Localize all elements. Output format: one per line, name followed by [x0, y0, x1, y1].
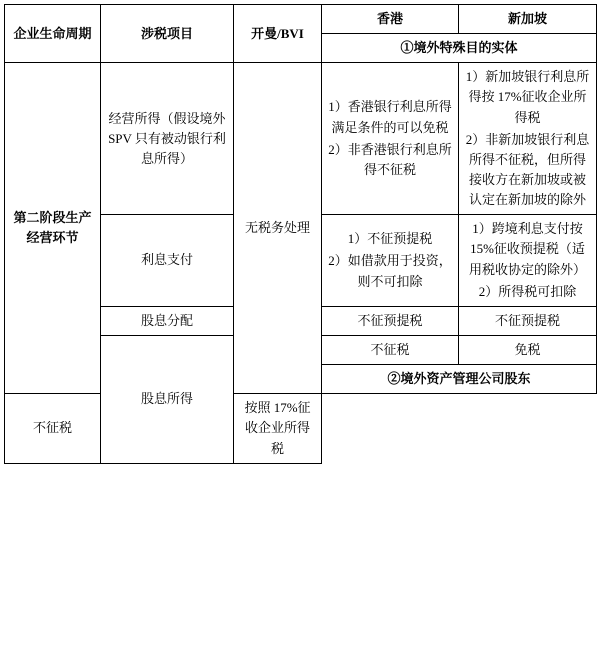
sg-interest-payment	[459, 215, 597, 307]
item-interest-payment: 利息支付	[101, 215, 234, 307]
hk-operating-income-line-1: 1）香港银行利息所得满足条件的可以免税	[328, 99, 452, 135]
item-dividend-income: 股息所得	[101, 335, 234, 463]
sg-dividend-income: 按照 17%征收企业所得税	[234, 394, 322, 463]
section-title-offshore-asset-mgmt: ②境外资产管理公司股东	[322, 365, 597, 394]
header-item: 涉税项目	[101, 5, 234, 63]
sg-interest-payment-line-2: 2）所得税可扣除	[478, 283, 577, 299]
stage-label-cell: 第二阶段生产经营环节	[5, 63, 101, 394]
hk-interest-payment-line-2: 2）如借款用于投资，则不可扣除	[328, 253, 452, 289]
table-row	[5, 394, 597, 463]
item-operating-income: 经营所得（假设境外 SPV 只有被动银行利息所得）	[101, 63, 234, 215]
hk-interest-payment-line-1: 1）不征预提税	[347, 231, 433, 247]
hk-operating-income-line-2: 2）非香港银行利息所得不征税	[328, 141, 452, 177]
sg-dividend-distribution: 不征预提税	[459, 306, 597, 335]
header-cayman: 开曼/BVI	[234, 5, 322, 63]
hk-interest-payment	[322, 215, 459, 307]
sg-operating-income-line-1: 1）新加坡银行利息所得按 17%征收企业所得税	[465, 69, 590, 125]
header-singapore: 新加坡	[459, 5, 597, 34]
sg-operating-income	[459, 63, 597, 215]
hk-dividend-income: 不征税	[5, 394, 101, 463]
cayman-value-cell: 无税务处理	[234, 63, 322, 394]
hk-dividend-no-tax: 不征税	[322, 335, 459, 364]
header-hongkong: 香港	[322, 5, 459, 34]
sg-interest-payment-line-1: 1）跨境利息支付按15%征收预提税（适用税收协定的除外）	[468, 221, 586, 277]
table-header-row	[5, 5, 597, 34]
document-page	[0, 4, 600, 651]
section-title-offshore-spv: ①境外特殊目的实体	[322, 34, 597, 63]
tax-comparison-table	[4, 4, 597, 464]
hk-dividend-distribution: 不征预提税	[322, 306, 459, 335]
sg-dividend-exempt: 免税	[459, 335, 597, 364]
table-row	[5, 63, 597, 215]
sg-operating-income-line-2: 2）非新加坡银行利息所得不征税，但所得接收方在新加坡或被认定在新加坡的除外	[465, 131, 590, 208]
item-dividend-distribution: 股息分配	[101, 306, 234, 335]
header-stage: 企业生命周期	[5, 5, 101, 63]
hk-operating-income	[322, 63, 459, 215]
